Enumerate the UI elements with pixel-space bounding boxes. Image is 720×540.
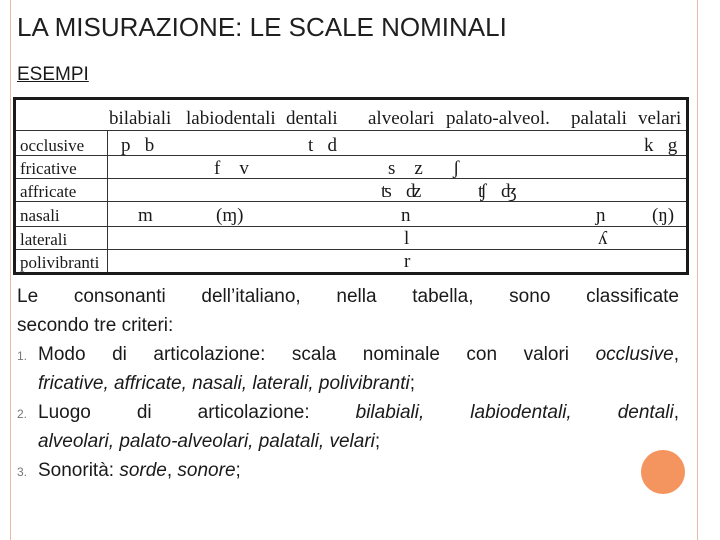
cell-fricative-labiodentali: f v bbox=[214, 158, 249, 179]
list-text-italic: sorde bbox=[119, 460, 167, 481]
decorative-circle bbox=[641, 450, 685, 494]
column-header-palato-alveol: palato-alveol. bbox=[446, 108, 550, 129]
list-item-line-1 bbox=[38, 340, 679, 369]
cell-occlusive-dentali: t d bbox=[308, 135, 338, 156]
row-label-affricate: affricate bbox=[20, 182, 77, 201]
list-text: Luogo di articolazione: bbox=[38, 402, 356, 423]
row-label-laterali: laterali bbox=[20, 230, 68, 249]
cell-affricate-alveolari: ʦ ʣ bbox=[381, 181, 422, 202]
cell-laterali-alveolari: l bbox=[404, 228, 410, 249]
list-text: ; bbox=[374, 431, 381, 452]
frame-left-line bbox=[10, 0, 11, 540]
column-header-palatali: palatali bbox=[571, 108, 627, 129]
list-item-line-1 bbox=[38, 456, 679, 485]
table-row-divider bbox=[16, 178, 686, 179]
list-text: ; bbox=[409, 373, 415, 394]
list-text-italic: fricative, affricate, nasali, laterali, polivibranti bbox=[38, 373, 410, 394]
row-label-occlusive: occlusive bbox=[20, 136, 85, 155]
row-label-polivibranti: polivibranti bbox=[20, 253, 100, 272]
table-row-divider bbox=[16, 249, 686, 250]
table-row-divider bbox=[16, 130, 686, 131]
list-number: 2. bbox=[17, 407, 28, 421]
table-row-divider bbox=[16, 226, 686, 227]
cell-fricative-alveolari: s z bbox=[388, 158, 423, 179]
cell-nasali-velari: (ŋ) bbox=[652, 205, 675, 226]
slide-subtitle: ESEMPI bbox=[17, 64, 89, 85]
list-item-line-1 bbox=[38, 398, 679, 427]
list-number: 1. bbox=[17, 349, 28, 363]
list-text-italic: sonore bbox=[177, 460, 236, 481]
cell-fricative-palato: ʃ bbox=[453, 158, 460, 179]
cell-laterali-palatali: ʎ bbox=[598, 228, 608, 249]
column-header-dentali: dentali bbox=[286, 108, 338, 129]
cell-affricate-palato: ʧ ʤ bbox=[478, 181, 518, 202]
list-text-italic: bilabiali, labiodentali, dentali bbox=[355, 402, 674, 423]
list-text-italic: occlusive bbox=[595, 344, 674, 365]
list-text: , bbox=[166, 460, 178, 481]
list-text: Sonorità: bbox=[38, 460, 120, 481]
body-text bbox=[17, 282, 679, 485]
list-item bbox=[17, 456, 679, 485]
row-label-nasali: nasali bbox=[20, 206, 60, 225]
list-item-line-2 bbox=[38, 427, 679, 456]
column-header-alveolari: alveolari bbox=[368, 108, 435, 129]
cell-nasali-labiodentali: (ɱ) bbox=[216, 205, 244, 226]
slide-title: LA MISURAZIONE: LE SCALE NOMINALI bbox=[17, 12, 507, 42]
cell-nasali-bilabiali: m bbox=[138, 205, 153, 226]
criteria-list bbox=[17, 340, 679, 485]
row-label-fricative: fricative bbox=[20, 159, 77, 178]
cell-nasali-alveolari: n bbox=[401, 205, 411, 226]
frame-right-line bbox=[697, 0, 698, 540]
cell-occlusive-bilabiali: p b bbox=[121, 135, 155, 156]
column-header-labiodentali: labiodentali bbox=[186, 108, 276, 129]
cell-nasali-palatali: ɲ bbox=[596, 205, 606, 226]
ipa-consonant-table bbox=[13, 97, 689, 275]
list-text: Modo di articolazione: scala nominale con valori bbox=[38, 344, 596, 365]
cell-polivibranti-alveolari: r bbox=[404, 251, 411, 272]
column-header-bilabiali: bilabiali bbox=[109, 108, 172, 129]
cell-occlusive-velari: k g bbox=[644, 135, 678, 156]
list-text: ; bbox=[235, 460, 241, 481]
table-row-divider bbox=[16, 155, 686, 156]
list-number: 3. bbox=[17, 465, 28, 479]
table-row-divider bbox=[16, 201, 686, 202]
column-header-velari: velari bbox=[638, 108, 682, 129]
intro-line-1: Le consonanti dell’italiano, nella tabella, sono classificate bbox=[17, 286, 679, 307]
list-text: , bbox=[673, 402, 679, 423]
list-item bbox=[17, 398, 679, 456]
list-item bbox=[17, 340, 679, 398]
list-text-italic: alveolari, palato-alveolari, palatali, velari bbox=[38, 431, 375, 452]
list-item-line-2 bbox=[38, 369, 679, 398]
list-text: , bbox=[673, 344, 679, 365]
intro-line-2: secondo tre criteri: bbox=[17, 315, 174, 336]
